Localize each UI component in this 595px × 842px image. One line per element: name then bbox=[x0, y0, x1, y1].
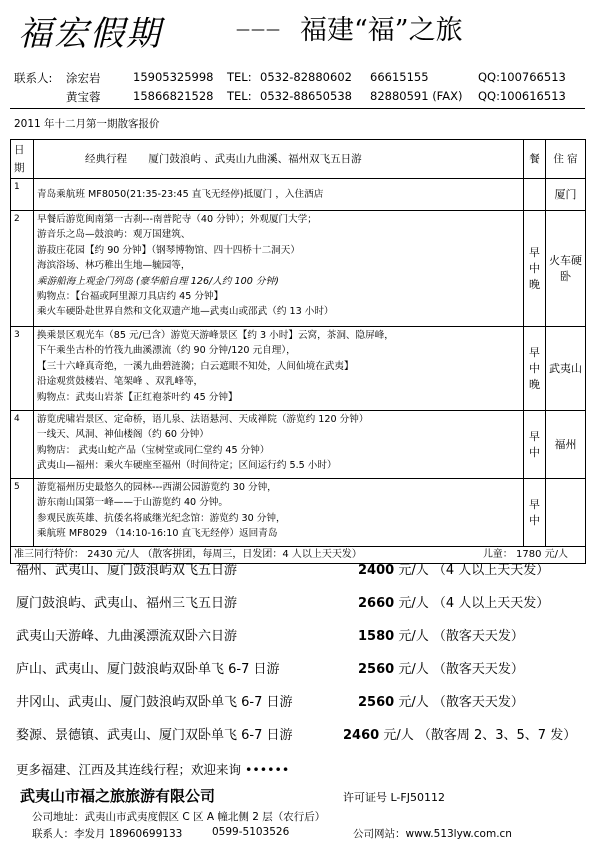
day-meal: 早中 bbox=[524, 479, 546, 547]
header-dash: ——— bbox=[236, 22, 281, 38]
itinerary-line: 乘火车硬卧赴世界自然和文化双遗产地—武夷山或邵武（约 13 小时） bbox=[37, 306, 334, 318]
day-stay: 厦门 bbox=[546, 179, 586, 211]
route-name-5: 井冈山、武夷山、厦门鼓浪屿双卧单飞 6-7 日游 bbox=[16, 695, 293, 710]
route-price-note: 元/人 （4 人以上天天发） bbox=[398, 596, 550, 611]
itinerary-line: 早餐后游览闽南第一古刹---南普陀寺（40 分钟）；外观厦门大学； bbox=[37, 214, 317, 225]
itinerary-table bbox=[10, 139, 586, 564]
header-slogan: 福建“福”之旅 bbox=[300, 15, 463, 46]
header-divider bbox=[10, 108, 585, 109]
itinerary-line: 武夷山—福州：乘火车硬座至福州（时间待定；区间运行约 5.5 小时） bbox=[37, 460, 337, 472]
route-price-value: 2660 bbox=[358, 596, 395, 611]
route-price-note: 元/人 （散客天天发） bbox=[398, 695, 524, 710]
contact-tel2-1: 66615155 bbox=[370, 70, 429, 84]
itinerary-line: 购物店： 武夷山蛇产品（宝树堂或同仁堂约 45 分钟） bbox=[37, 444, 270, 456]
day-meal: 早中 bbox=[524, 411, 546, 479]
route-name-1: 福州、武夷山、厦门鼓浪屿双飞五日游 bbox=[16, 563, 238, 578]
route-price-4 bbox=[358, 658, 524, 677]
itinerary-line: 游菽庄花园【约 90 分钟】（钢琴博物馆、四十四桥十二洞天） bbox=[37, 244, 300, 256]
price-list-subtitle: 2011 年十二月第一期散客报价 bbox=[14, 118, 160, 130]
day-stay: 福州 bbox=[546, 411, 586, 479]
itinerary-line: 购物点：【台福或阿里源刀具店约 45 分钟】 bbox=[37, 291, 224, 303]
route-price-value: 1580 bbox=[358, 629, 395, 644]
contact-tel-label-1: TEL: bbox=[227, 70, 252, 84]
itinerary-line: 乘航班 MF8029 （14:10-16:10 直飞无经停）返回青岛 bbox=[37, 528, 278, 540]
itinerary-line: 沿途观赏鼓楼岩、笔架峰 、双乳峰等， bbox=[37, 376, 204, 388]
route-name-6: 婺源、景德镇、武夷山、厦门双卧单飞 6-7 日游 bbox=[16, 728, 293, 743]
company-phone: 0599-5103526 bbox=[212, 826, 290, 838]
company-address: 公司地址：武夷山市武夷度假区 C 区 A 幢北侧 2 层（农行后） bbox=[32, 811, 326, 823]
route-price-note: 元/人 （散客天天发） bbox=[398, 662, 524, 677]
header-stay: 住 宿 bbox=[546, 140, 586, 179]
contact-tel-1: 0532-82880602 bbox=[260, 70, 352, 84]
itinerary-line: 【三十六峰真奇绝，一溪九曲碧涟漪；白云遮眼不知处，人间仙境在武夷】 bbox=[37, 360, 354, 372]
more-routes-note: 更多福建、江西及其连线行程；欢迎来询 •••••• bbox=[16, 762, 290, 777]
contact-name-2: 黄宝蓉 bbox=[66, 90, 101, 104]
day-stay: 火车硬卧 bbox=[546, 211, 586, 327]
day-itinerary bbox=[34, 211, 524, 327]
day-number: 1 bbox=[11, 179, 34, 211]
child-price: 儿童： 1780 元/人 bbox=[482, 549, 568, 560]
day-meal: 早中晚 bbox=[524, 327, 546, 411]
header-itinerary-label: 经典行程 bbox=[85, 153, 127, 165]
table-row-day-1 bbox=[11, 179, 586, 211]
contact-mobile-2: 15866821528 bbox=[133, 89, 214, 103]
route-price-value: 2460 bbox=[343, 728, 380, 743]
company-contact: 联系人：李发月 18960699133 bbox=[32, 828, 183, 840]
route-price-note: 元/人 （4 人以上天天发） bbox=[398, 563, 550, 578]
contact-fax-2: 82880591 (FAX) bbox=[370, 89, 463, 103]
group-price: 准三同行特价： 2430 元/人 （散客拼团，每周三，日发团：4 人以上天天发） bbox=[14, 549, 362, 560]
itinerary-line: 游东南山国第一峰——于山游览约 40 分钟。 bbox=[37, 497, 228, 509]
day-meal bbox=[524, 179, 546, 211]
day-number: 3 bbox=[11, 327, 34, 411]
contact-qq-1: QQ:100766513 bbox=[478, 70, 566, 84]
route-price-note: 元/人 （散客天天发） bbox=[398, 629, 524, 644]
contact-label: 联系人: bbox=[14, 71, 53, 85]
itinerary-line: 游览虎啸岩景区、定命桥，语儿泉、法语悬河、天成禅院（游览约 120 分钟） bbox=[37, 414, 369, 425]
contact-qq-2: QQ:100616513 bbox=[478, 89, 566, 103]
itinerary-line: 换乘景区观光车（85 元/已含）游览天游峰景区【约 3 小时】云窝，茶洞、隐屏峰， bbox=[37, 330, 394, 341]
route-name-2: 厦门鼓浪屿、武夷山、福州三飞五日游 bbox=[16, 596, 238, 611]
itinerary-line: 海滨浴场、林巧稚出生地—毓园等， bbox=[37, 260, 191, 272]
route-price-value: 2560 bbox=[358, 662, 395, 677]
route-name-3: 武夷山天游峰、九曲溪漂流双卧六日游 bbox=[16, 629, 238, 644]
header-date: 日期 bbox=[11, 140, 34, 179]
route-price-1 bbox=[358, 559, 549, 578]
itinerary-line: 青岛乘航班 MF8050(21:35-23:45 直飞无经停)抵厦门 ，入住酒店 bbox=[37, 188, 324, 200]
day-itinerary bbox=[34, 327, 524, 411]
route-price-value: 2400 bbox=[358, 563, 395, 578]
license-number: 许可证号 L-FJ50112 bbox=[343, 791, 445, 804]
table-row-day-3 bbox=[11, 327, 586, 411]
route-price-2 bbox=[358, 592, 549, 611]
company-website: 公司网站：www.513lyw.com.cn bbox=[353, 828, 512, 840]
itinerary-line: 游览福州历史最悠久的园林---西湖公园游览约 30 分钟， bbox=[37, 482, 277, 493]
route-name-4: 庐山、武夷山、厦门鼓浪屿双卧单飞 6-7 日游 bbox=[16, 662, 280, 677]
contact-name-1: 涂宏岩 bbox=[66, 71, 101, 85]
route-price-6 bbox=[343, 724, 576, 743]
header-itinerary bbox=[34, 140, 524, 179]
day-number: 5 bbox=[11, 479, 34, 547]
day-itinerary bbox=[34, 411, 524, 479]
table-row-day-4 bbox=[11, 411, 586, 479]
table-row-day-2 bbox=[11, 211, 586, 327]
company-name: 武夷山市福之旅旅游有限公司 bbox=[20, 787, 216, 805]
day-stay: 武夷山 bbox=[546, 327, 586, 411]
day-number: 2 bbox=[11, 211, 34, 327]
route-price-3 bbox=[358, 625, 524, 644]
route-price-5 bbox=[358, 691, 524, 710]
route-price-note: 元/人 （散客周 2、3、5、7 发） bbox=[383, 728, 577, 743]
contact-mobile-1: 15905325998 bbox=[133, 70, 214, 84]
header-meal: 餐 bbox=[524, 140, 546, 179]
itinerary-line: 下午乘坐古朴的竹筏九曲溪漂流（约 90 分钟/120 元自理）， bbox=[37, 345, 296, 357]
contact-tel-label-2: TEL: bbox=[227, 89, 252, 103]
table-row-day-5 bbox=[11, 479, 586, 547]
itinerary-line: 乘游船海上观金门列岛 (豪华船自理 126/人约 100 分钟) bbox=[37, 275, 279, 287]
day-itinerary bbox=[34, 479, 524, 547]
day-stay bbox=[546, 479, 586, 547]
itinerary-line: 参观民族英雄、抗倭名将戚继光纪念馆：游览约 30 分钟， bbox=[37, 512, 286, 524]
day-itinerary bbox=[34, 179, 524, 211]
table-header-row bbox=[11, 140, 586, 179]
contact-tel-2: 0532-88650538 bbox=[260, 89, 352, 103]
brand-logo: 福宏假期 bbox=[18, 14, 162, 54]
itinerary-line: 游音乐之岛—鼓浪屿：观万国建筑、 bbox=[37, 229, 191, 241]
header-itinerary-title: 厦门鼓浪屿 、武夷山九曲溪、福州双飞五日游 bbox=[148, 153, 362, 165]
itinerary-line: 购物点：武夷山岩茶【正红袍茶叶约 45 分钟】 bbox=[37, 391, 238, 403]
day-number: 4 bbox=[11, 411, 34, 479]
itinerary-line: 一线天、风洞、神仙楼阁（约 60 分钟） bbox=[37, 429, 209, 441]
day-meal: 早中晚 bbox=[524, 211, 546, 327]
route-price-value: 2560 bbox=[358, 695, 395, 710]
